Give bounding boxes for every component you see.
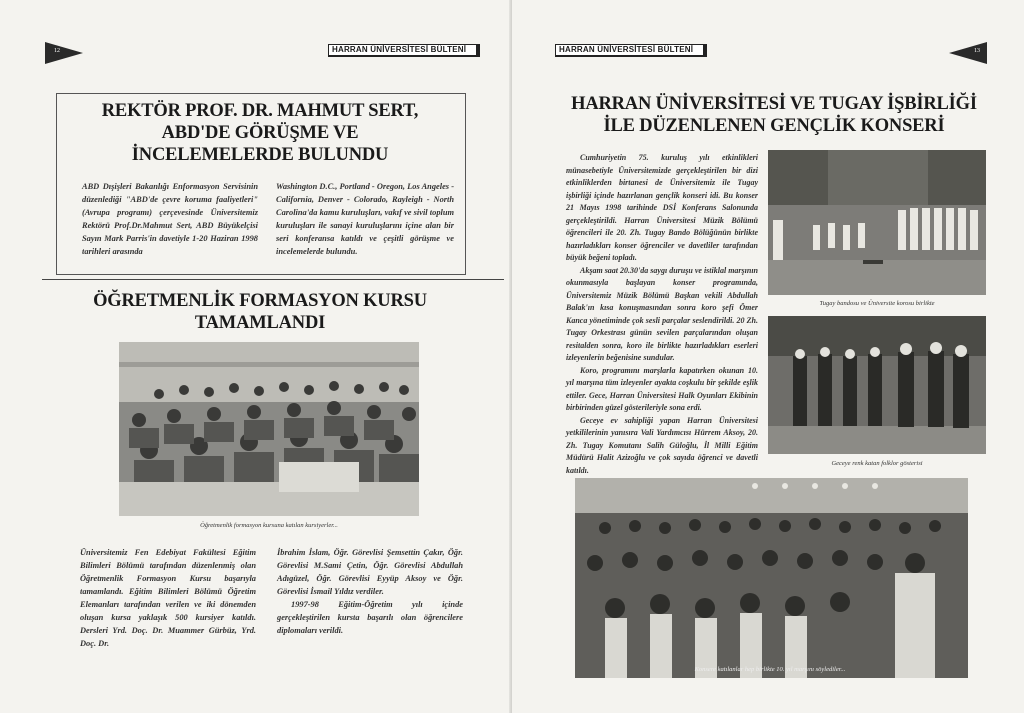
band-choir-photo [768, 150, 986, 295]
photo-caption: Konsere katılanlar hep birlikte 10. yıl marşını söylediler... [694, 666, 846, 673]
article-paragraph: Geceye ev sahipliği yapan Harran Üniversitesi yetkililerinin yanısıra Vali Yardımcısı Hürrem Aksoy, 20. Zh. Tugay Komutanı Salih Güloğlu, İl Milli Eğitim Müdürü Halit Azizoğlu ve çok sayıda öğrenci ve davetli katıldı. [566, 415, 758, 475]
photo-caption: Öğretmenlik formasyon kursuna katılan kursiyerler... [200, 522, 338, 529]
article-paragraph: Akşam saat 20.30'da saygı duruşu ve istiklal marşının okunmasıyla başlayan konser programında, Üniversitemiz Müzik Bölümü Başkan vekili Abdullah Balak'ın kısa konuşmasından sonra koro şefi Ömer Kanca yönetiminde çok sesli parçalar seslendirildi. 20 Zh. Tugay Orkestrası günün sevilen parçalarından oluşan resitalden sonra, koro ile birlikte hazırladıkları eserleri izleyenlerin beğenisine sundular. [566, 265, 758, 362]
audience-photo [575, 478, 968, 678]
divider [42, 279, 504, 280]
bulletin-header: HARRAN ÜNİVERSİTESİ BÜLTENİ [328, 44, 480, 57]
photo-caption: Geceye renk katan folklor gösterisi [831, 460, 923, 467]
article-title: REKTÖR PROF. DR. MAHMUT SERT, ABD'DE GÖRÜŞME VE İNCELEMELERDE BULUNDU [101, 101, 419, 165]
article-title: HARRAN ÜNİVERSİTESİ VE TUGAY İŞBİRLİĞİ İLE DÜZENLENEN GENÇLİK KONSERİ [571, 94, 977, 136]
article-paragraph: İbrahim İslam, Öğr. Görevlisi Şemsettin Çakır, Öğr. Görevlisi M.Sami Çetin, Öğr. Görevlisi Abdullah Adıgüzel, Öğr. Görevlisi Eyyüp Aksoy ve Öğr. Görevlisi İsmail Yıldız verdiler. [277, 548, 463, 596]
article-column: Washington D.C., Portland - Oregon, Los Angeles - California, Denver - Colorado, Rayleigh - North Carolina'da kamu kuruluşları, vakıf ve sivil toplum kuruluşları ile sanayi kuruluşlarını içine alan bir seri konferansa katıldı ve çeşitli görüşme ve incelemelerde bulundu. [276, 182, 454, 256]
article-paragraph: Cumhuriyetin 75. kuruluş yılı etkinlikleri münasebetiyle Üniversitemizde gerçekleştirilen bir dizi etkinliklerden birtanesi de Üniversitemiz ile Tugay işbirliği içinde hazırlanan gençlik konseri idi. Bu konser 21 Mayıs 1998 tarihinde DSİ Konferans Salonunda gerçekleştirildi. Harran Üniversitesi Müzik Bölümü öğrencileri ile 20. Zh. Tugay Bando Bölüğünün birlikte hazırladıkları konser öğrenciler ve davetliler tarafından büyük beğeni topladı. [566, 153, 758, 262]
bulletin-header: HARRAN ÜNİVERSİTESİ BÜLTENİ [555, 44, 707, 57]
page-number: 12 [54, 48, 60, 54]
article-title: ÖĞRETMENLİK FORMASYON KURSU TAMAMLANDI [93, 291, 427, 333]
article-column: ABD Dışişleri Bakanlığı Enformasyon Servisinin düzenlediği "ABD'de çevre koruma faaliyetleri" (Avrupa programı) çerçevesinde Üniversitemiz Rektörü Prof.Dr.Mahmut Sert, ABD Büyükelçisi Sayın Mark Parris'in davetiyle 1-20 Haziran 1998 tarihleri arasında [82, 182, 258, 256]
article-column [566, 152, 758, 477]
article-paragraph: 1997-98 Eğitim-Öğretim yılı içinde gerçekleştirilen kursta başarılı olan öğrencilere diplomaları verildi. [277, 600, 463, 635]
folklor-photo [768, 316, 986, 454]
page-number: 13 [974, 48, 980, 54]
article-column [277, 546, 463, 637]
photo-caption: Tugay bandosu ve Üniversite korosu birlikte [819, 300, 935, 307]
classroom-photo [119, 342, 419, 516]
article-paragraph: Koro, programını marşlarla kapatırken okunan 10. yıl marşına tüm izleyenler ayakta coşkulu bir şekilde eşlik ettiler. Gece, Harran Üniversitesi Halk Oyunları Ekibinin birbirinden güzel gösterileriyle sona erdi. [566, 365, 758, 412]
article-column: Üniversitemiz Fen Edebiyat Fakültesi Eğitim Bilimleri Bölümü tarafından düzenlenmiş olan Öğretmenlik Formasyon Kursu başarıyla tamamlandı. Eğitim Bilimleri Bölümü Öğretim Elemanları tarafından verilen ve iki dönemden oluşan kursa yaklaşık 500 kursiyer katıldı. Dersleri Yrd. Doç. Dr. Muammer Gürbüz, Yrd. Doç. Dr. [80, 548, 256, 648]
